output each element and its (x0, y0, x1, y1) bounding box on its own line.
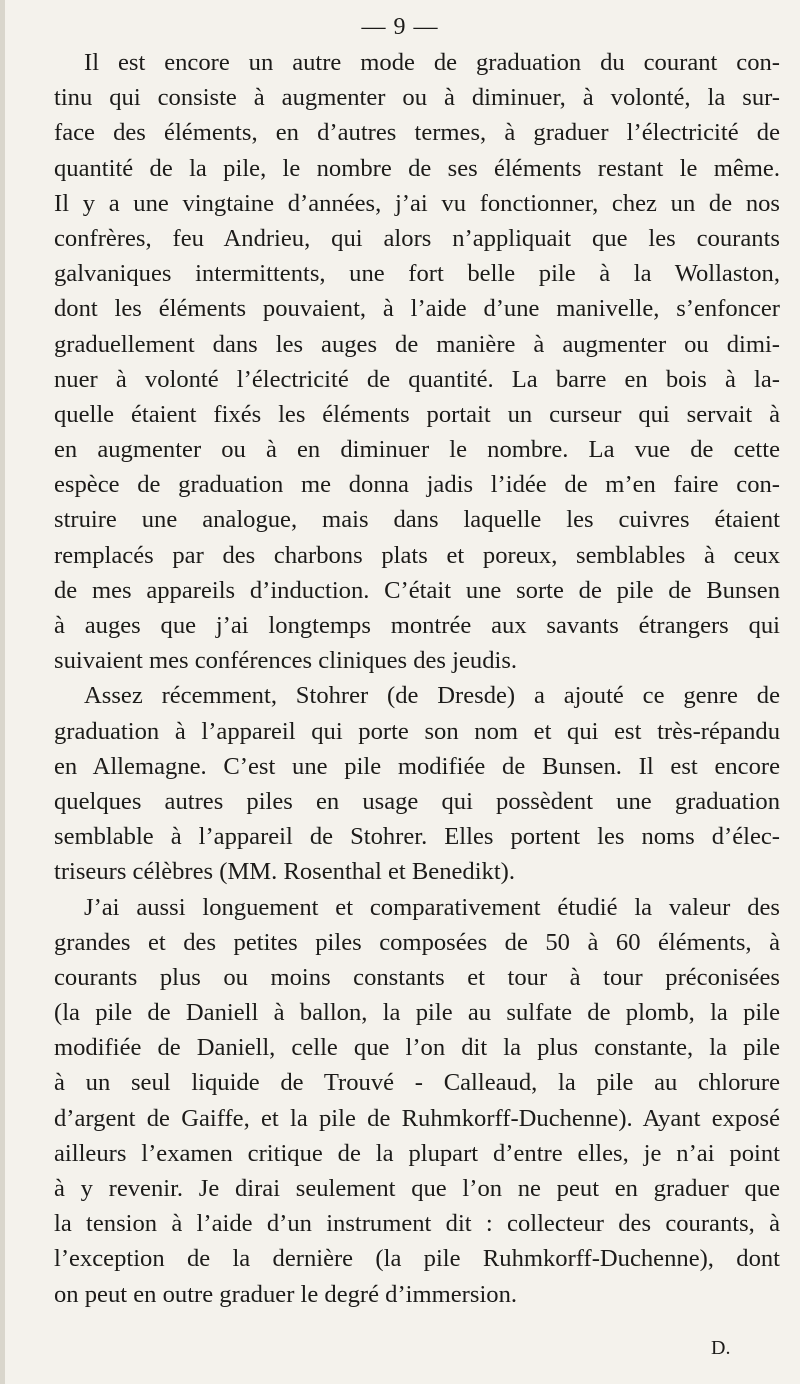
text-line: la tension à l’aide d’un instrument dit : collecteur des courants, à (54, 1210, 780, 1238)
text-line: struire une analogue, mais dans laquelle les cuivres étaient (54, 506, 780, 534)
text-line: à un seul liquide de Trouvé - Calleaud, la pile au chlorure (54, 1069, 780, 1097)
text-line: graduation à l’appareil qui porte son nom et qui est très-répandu (54, 717, 780, 745)
text-line: grandes et des petites piles composées de 50 à 60 éléments, à (54, 928, 780, 956)
text-line: courants plus ou moins constants et tour à tour préconisées (54, 963, 780, 991)
text-line: confrères, feu Andrieu, qui alors n’appliquait que les courants (54, 224, 780, 252)
text-line: galvaniques intermittents, une fort belle pile à la Wollaston, (54, 260, 780, 288)
text-line: tinu qui consiste à augmenter ou à diminuer, à volonté, la sur- (54, 84, 780, 112)
text-line: quelques autres piles en usage qui possèdent une graduation (54, 787, 780, 815)
page-number: — 9 — (361, 14, 439, 40)
text-line: Il est encore un autre mode de graduation du courant con- (84, 49, 780, 76)
text-line: on peut en outre graduer le degré d’immersion. (54, 1280, 518, 1308)
text-line: à y revenir. Je dirai seulement que l’on ne peut en graduer que (54, 1175, 780, 1202)
text-line: en Allemagne. C’est une pile modifiée de Bunsen. Il est encore (54, 752, 780, 780)
text-line: l’exception de la dernière (la pile Ruhmkorff-Duchenne), dont (54, 1245, 780, 1273)
text-line: quelle étaient fixés les éléments portait un curseur qui servait à (54, 400, 780, 428)
body-text (54, 45, 780, 1312)
text-line: face des éléments, en d’autres termes, à graduer l’électricité de (54, 119, 780, 147)
text-line: quantité de la pile, le nombre de ses éléments restant le même. (54, 154, 780, 182)
text-line: Assez récemment, Stohrer (de Dresde) a ajouté ce genre de (84, 682, 780, 710)
text-line: en augmenter ou à en diminuer le nombre. La vue de cette (54, 436, 780, 464)
text-line: Il y a une vingtaine d’années, j’ai vu fonctionner, chez un de nos (54, 189, 780, 217)
text-line: à auges que j’ai longtemps montrée aux savants étrangers qui (54, 612, 780, 639)
text-line: modifiée de Daniell, celle que l’on dit la plus constante, la pile (54, 1034, 780, 1062)
text-line: remplacés par des charbons plats et poreux, semblables à ceux (54, 541, 780, 569)
text-line: d’argent de Gaiffe, et la pile de Ruhmkorff-Duchenne). Ayant exposé (54, 1104, 780, 1132)
text-line: graduellement dans les auges de manière à augmenter ou dimi- (54, 330, 780, 358)
text-line: suivaient mes conférences cliniques des jeudis. (54, 647, 518, 675)
text-line: (la pile de Daniell à ballon, la pile au sulfate de plomb, la pile (54, 999, 780, 1027)
page-edge (0, 0, 5, 1384)
text-line: de mes appareils d’induction. C’était une sorte de pile de Bunsen (54, 576, 780, 604)
text-line: espèce de graduation me donna jadis l’idée de m’en faire con- (54, 471, 780, 499)
signature-initial: D. (711, 1337, 731, 1359)
text-line: dont les éléments pouvaient, à l’aide d’une manivelle, s’enfoncer (54, 295, 780, 323)
text-line: semblable à l’appareil de Stohrer. Elles portent les noms d’élec- (54, 823, 780, 851)
text-line: nuer à volonté l’électricité de quantité. La barre en bois à la- (54, 365, 780, 393)
text-line: ailleurs l’examen critique de la plupart d’entre elles, je n’ai point (54, 1139, 780, 1167)
text-line: J’ai aussi longuement et comparativement étudié la valeur des (84, 893, 780, 921)
text-line: triseurs célèbres (MM. Rosenthal et Benedikt). (54, 858, 516, 886)
